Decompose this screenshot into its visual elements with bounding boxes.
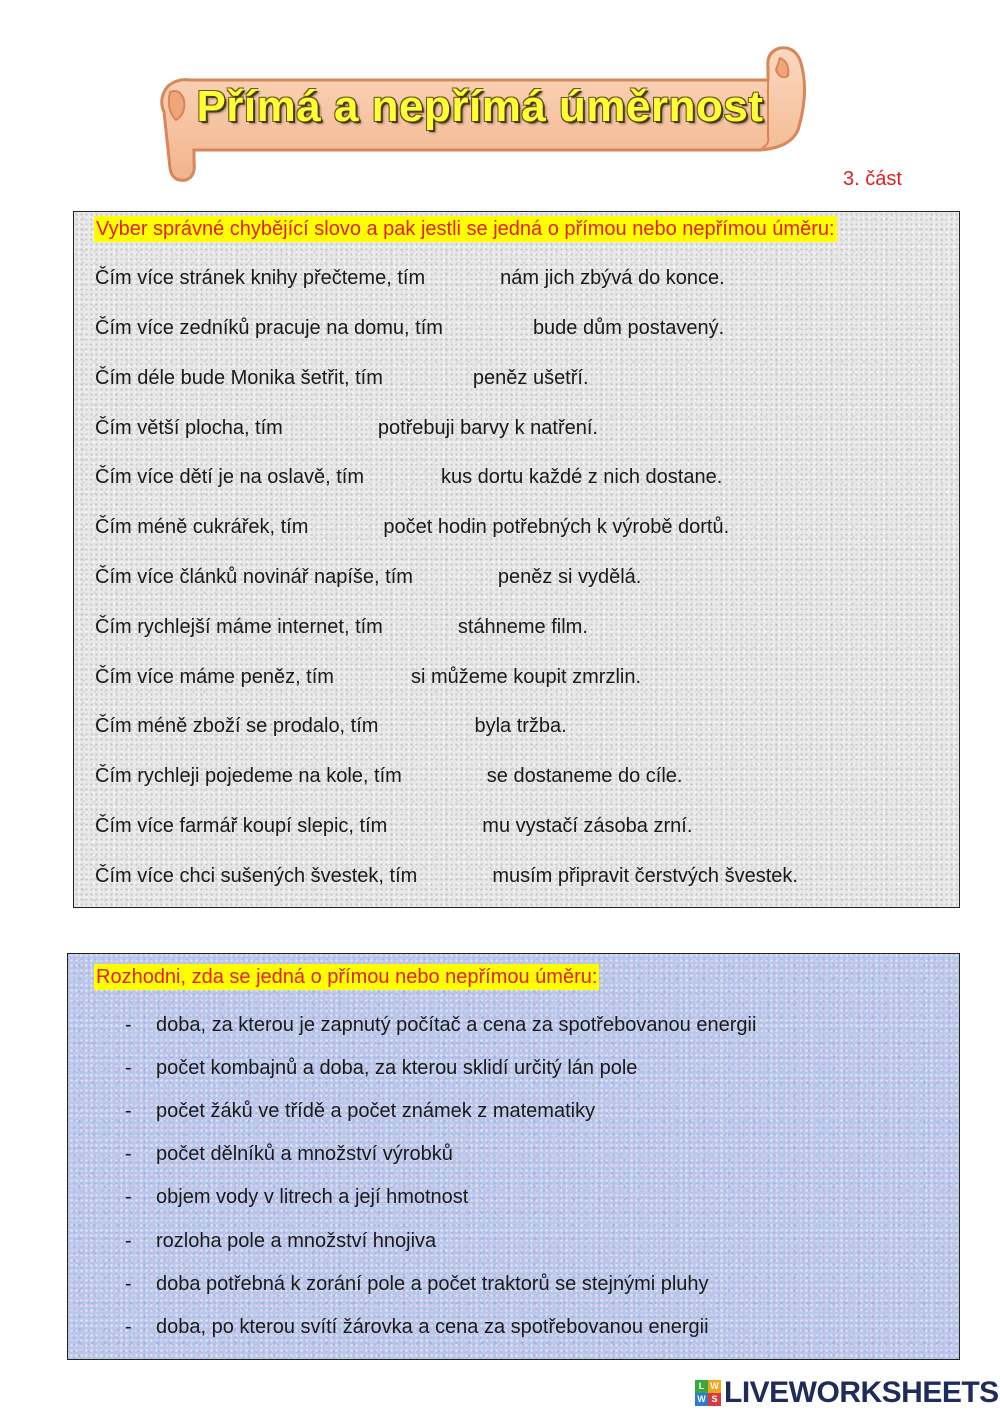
bullet-dash: - <box>125 1057 132 1079</box>
bullet-dash: - <box>125 1316 132 1338</box>
sentence-row <box>95 267 725 290</box>
sentence-end: kus dortu každé z nich dostane. <box>441 466 723 488</box>
sentence-end: potřebuji barvy k natření. <box>377 417 598 439</box>
sentence-row <box>95 417 598 440</box>
list-item-text: počet kombajnů a doba, za kterou sklidí určitý lán pole <box>156 1057 638 1079</box>
bullet-dash: - <box>125 1014 132 1036</box>
sentence-end: stáhneme film. <box>457 616 588 638</box>
sentence-end: si můžeme koupit zmrzlin. <box>410 666 642 688</box>
part-label: 3. část <box>843 168 902 190</box>
list-item-text: počet dělníků a množství výrobků <box>156 1143 453 1165</box>
sentence-row <box>95 466 722 489</box>
list-item[interactable] <box>125 1230 436 1253</box>
bullet-dash: - <box>125 1100 132 1122</box>
fill-in-section <box>73 211 960 908</box>
sentence-start: Čím rychleji pojedeme na kole, tím <box>95 765 402 787</box>
bullet-dash: - <box>125 1273 132 1295</box>
sentence-start: Čím méně zboží se prodalo, tím <box>95 715 379 737</box>
list-item-text: počet žáků ve třídě a počet známek z matematiky <box>156 1100 596 1122</box>
sentence-end: mu vystačí zásoba zrní. <box>482 815 693 837</box>
sentence-start: Čím více stránek knihy přečteme, tím <box>95 267 426 289</box>
bullet-dash: - <box>125 1230 132 1252</box>
list-item-text: rozloha pole a množství hnojiva <box>156 1230 437 1252</box>
list-item-text: doba, po kterou svítí žárovka a cena za spotřebovanou energii <box>156 1316 709 1338</box>
classify-section <box>67 953 960 1360</box>
sentence-start: Čím větší plocha, tím <box>95 417 283 439</box>
sentence-start: Čím více zedníků pracuje na domu, tím <box>95 317 443 339</box>
sentence-end: počet hodin potřebných k výrobě dortů. <box>383 516 730 538</box>
sentence-row <box>95 765 682 788</box>
page-title: Přímá a nepřímá úměrnost <box>196 82 764 131</box>
sentence-start: Čím více článků novinář napíše, tím <box>95 566 413 588</box>
sentence-row <box>95 865 798 888</box>
sentence-row <box>95 815 692 838</box>
list-item[interactable] <box>125 1186 468 1209</box>
sentence-end: nám jich zbývá do konce. <box>500 267 725 289</box>
list-item-text: objem vody v litrech a její hmotnost <box>156 1186 469 1208</box>
sentence-end: se dostaneme do cíle. <box>486 765 683 787</box>
title-banner <box>150 40 820 190</box>
liveworksheets-logo[interactable] <box>695 1376 999 1410</box>
sentence-end: peněz ušetří. <box>472 367 589 389</box>
list-item[interactable] <box>125 1143 453 1166</box>
sentence-row <box>95 566 641 589</box>
section1-instruction: Vyber správné chybějící slovo a pak jestli se jedná o přímou nebo nepřímou úměru: <box>96 218 835 240</box>
sentence-end: musím připravit čerstvých švestek. <box>492 865 798 887</box>
list-item[interactable] <box>125 1316 709 1339</box>
list-item[interactable] <box>125 1273 709 1296</box>
sentence-row <box>95 616 588 639</box>
sentence-row <box>95 367 589 390</box>
list-item-text: doba, za kterou je zapnutý počítač a cena za spotřebovanou energii <box>156 1014 757 1036</box>
section2-instruction: Rozhodni, zda se jedná o přímou nebo nepřímou úměru: <box>96 966 598 988</box>
sentence-row <box>95 516 729 539</box>
sentence-start: Čím více farmář koupí slepic, tím <box>95 815 388 837</box>
bullet-dash: - <box>125 1143 132 1165</box>
sentence-row <box>95 317 724 340</box>
list-item-text: doba potřebná k zorání pole a počet traktorů se stejnými pluhy <box>156 1273 709 1295</box>
sentence-end: byla tržba. <box>474 715 567 737</box>
list-item[interactable] <box>125 1100 595 1123</box>
sentence-row <box>95 666 641 689</box>
sentence-end: peněz si vydělá. <box>497 566 642 588</box>
sentence-start: Čím více dětí je na oslavě, tím <box>95 466 364 488</box>
sentence-row <box>95 715 567 738</box>
list-item[interactable] <box>125 1014 756 1037</box>
list-item[interactable] <box>125 1057 637 1080</box>
sentence-start: Čím více máme peněz, tím <box>95 666 334 688</box>
sentence-start: Čím rychlejší máme internet, tím <box>95 616 383 638</box>
bullet-dash: - <box>125 1186 132 1208</box>
logo-text: LIVEWORKSHEETS <box>724 1376 999 1409</box>
sentence-start: Čím méně cukrářek, tím <box>95 516 309 538</box>
sentence-end: bude dům postavený. <box>532 317 725 339</box>
logo-mark-icon: L W W S <box>695 1380 721 1406</box>
sentence-start: Čím více chci sušených švestek, tím <box>95 865 418 887</box>
sentence-start: Čím déle bude Monika šetřit, tím <box>95 367 383 389</box>
